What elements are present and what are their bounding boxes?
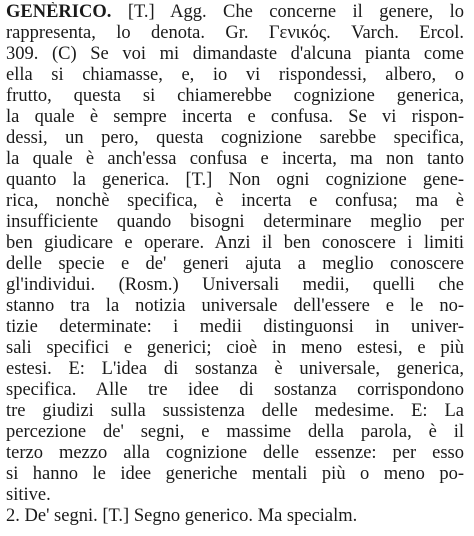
text-line-13: delle specie e de' generi ajuta a meglio conoscere	[6, 254, 464, 274]
text-line-5: frutto, questa si chiamerebbe cognizione generica,	[6, 86, 464, 106]
text-line-2: rappresenta, lo denota. Gr. Γενικός. Varch. Ercol.	[6, 23, 464, 43]
text-line-20: tre giudizi sulla sussistenza delle medesime. E: La	[6, 401, 464, 421]
text-line-6: la quale è sempre incerta e confusa. Se vi rispon-	[6, 107, 464, 127]
text-line-23: si hanno le idee generiche mentali più o meno po-	[6, 464, 464, 484]
text-line-10: rica, nonchè specifica, è incerta e confusa; ma è	[6, 191, 464, 211]
text-line-21: percezione de' segni, e massime della parola, è il	[6, 422, 464, 442]
text-line-16: tizie determinate: i medii distinguonsi in univer-	[6, 317, 464, 337]
text-line-8: la quale è anch'essa confusa e incerta, ma non tanto	[6, 149, 464, 169]
text-line-3: 309. (C) Se voi mi dimandaste d'alcuna pianta come	[6, 44, 464, 64]
text-line-15: stanno tra la notizia universale dell'essere e le no-	[6, 296, 464, 316]
text-line-4: ella si chiamasse, e, io vi rispondessi, albero, o	[6, 65, 464, 85]
text-line-7: dessi, un pero, questa cognizione sarebbe specifica,	[6, 128, 464, 148]
text-line-17: sali specifici e generici; cioè in meno estesi, e più	[6, 338, 464, 358]
text-line-1: GENÈRICO. [T.] Agg. Che concerne il genere, lo	[6, 2, 464, 22]
text-line-12: ben giudicare e operare. Anzi il ben conoscere i limiti	[6, 233, 464, 253]
text-line-24: sitive.	[6, 485, 51, 505]
text-line-9: quanto la generica. [T.] Non ogni cognizione gene-	[6, 170, 464, 190]
text-line-11: insufficiente quando bisogni determinare meglio per	[6, 212, 464, 232]
text-line-18: estesi. E: L'idea di sostanza è universale, generica,	[6, 359, 464, 379]
text-line-22: terzo mezzo alla cognizione delle essenze: per esso	[6, 443, 464, 463]
text-line-19: specifica. Alle tre idee di sostanza corrispondono	[6, 380, 464, 400]
text-line-14: gl'individui. (Rosm.) Universali medii, quelli che	[6, 275, 464, 295]
headword: GENÈRICO.	[6, 2, 112, 22]
text-line-25: 2. De' segni. [T.] Segno generico. Ma specialm.	[6, 506, 358, 526]
